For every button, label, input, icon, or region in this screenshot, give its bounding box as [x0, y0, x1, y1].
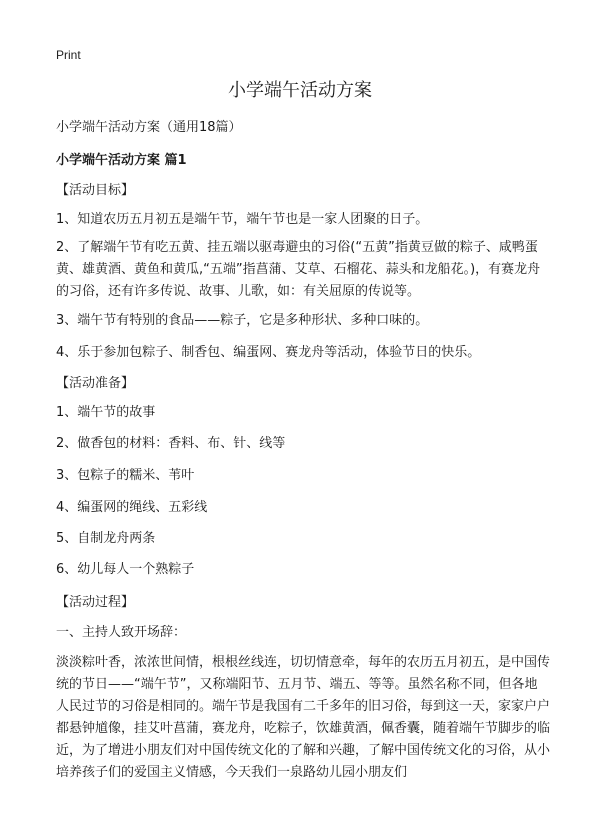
document-subtitle: 小学端午活动方案（通用18篇）	[56, 120, 242, 135]
goal-item-2: 2、了解端午节有吃五黄、挂五端以驱毒避虫的习俗(“五黄”指黄豆做的粽子、咸鸭蛋黄、雄黄酒、黄鱼和黄瓜,“五端”指菖蒲、艾草、石榴花、蒜头和龙船花。)，有赛龙舟的习俗，还有许多传说、故事、儿歌，如：有关屈原的传说等。	[56, 240, 541, 299]
prep-item-3: 3、包粽子的糯米、苇叶	[56, 468, 195, 483]
prep-item-4: 4、编蛋网的绳线、五彩线	[56, 500, 208, 515]
goal-heading: 【活动目标】	[56, 183, 135, 198]
prep-item-6: 6、幼儿每人一个熟粽子	[56, 562, 195, 577]
process-step-1: 一、主持人致开场辞：	[56, 625, 187, 640]
process-paragraph: 淡淡粽叶香，浓浓世间情，根根丝线连，切切情意牵，每年的农历五月初五，是中国传统的节日——“端午节”，又称端阳节、五月节、端五、等等。虽然名称不同，但各地人民过节的习俗是相同的。端午节是我国有二千多年的旧习俗，每到这一天，家家户户都悬钟馗像，挂艾叶菖蒲，赛龙舟，吃粽子，饮雄黄酒，佩香囊，随着端午节脚步的临近，为了增进小朋友们对中国传统文化的了解和兴趣，了解中国传统文化的习俗，从小培养孩子们的爱国主义情感，今天我们一泉路幼儿园小朋友们	[56, 655, 551, 780]
goal-item-4: 4、乐于参加包粽子、制香包、编蛋网、赛龙舟等活动，体验节日的快乐。	[56, 345, 481, 360]
print-label: Print	[56, 48, 81, 62]
prep-item-2: 2、做香包的材料：香料、布、针、线等	[56, 436, 286, 451]
page-title: 小学端午活动方案	[228, 80, 372, 101]
goal-item-1: 1、知道农历五月初五是端午节，端午节也是一家人团聚的日子。	[56, 212, 429, 227]
process-heading: 【活动过程】	[56, 595, 135, 610]
prep-item-5: 5、自制龙舟两条	[56, 531, 156, 546]
prep-heading: 【活动准备】	[56, 376, 135, 391]
section-heading: 小学端午活动方案 篇1	[56, 153, 187, 168]
prep-item-1: 1、端午节的故事	[56, 405, 156, 420]
goal-item-3: 3、端午节有特别的食品——粽子，它是多种形状、多种口味的。	[56, 313, 429, 328]
